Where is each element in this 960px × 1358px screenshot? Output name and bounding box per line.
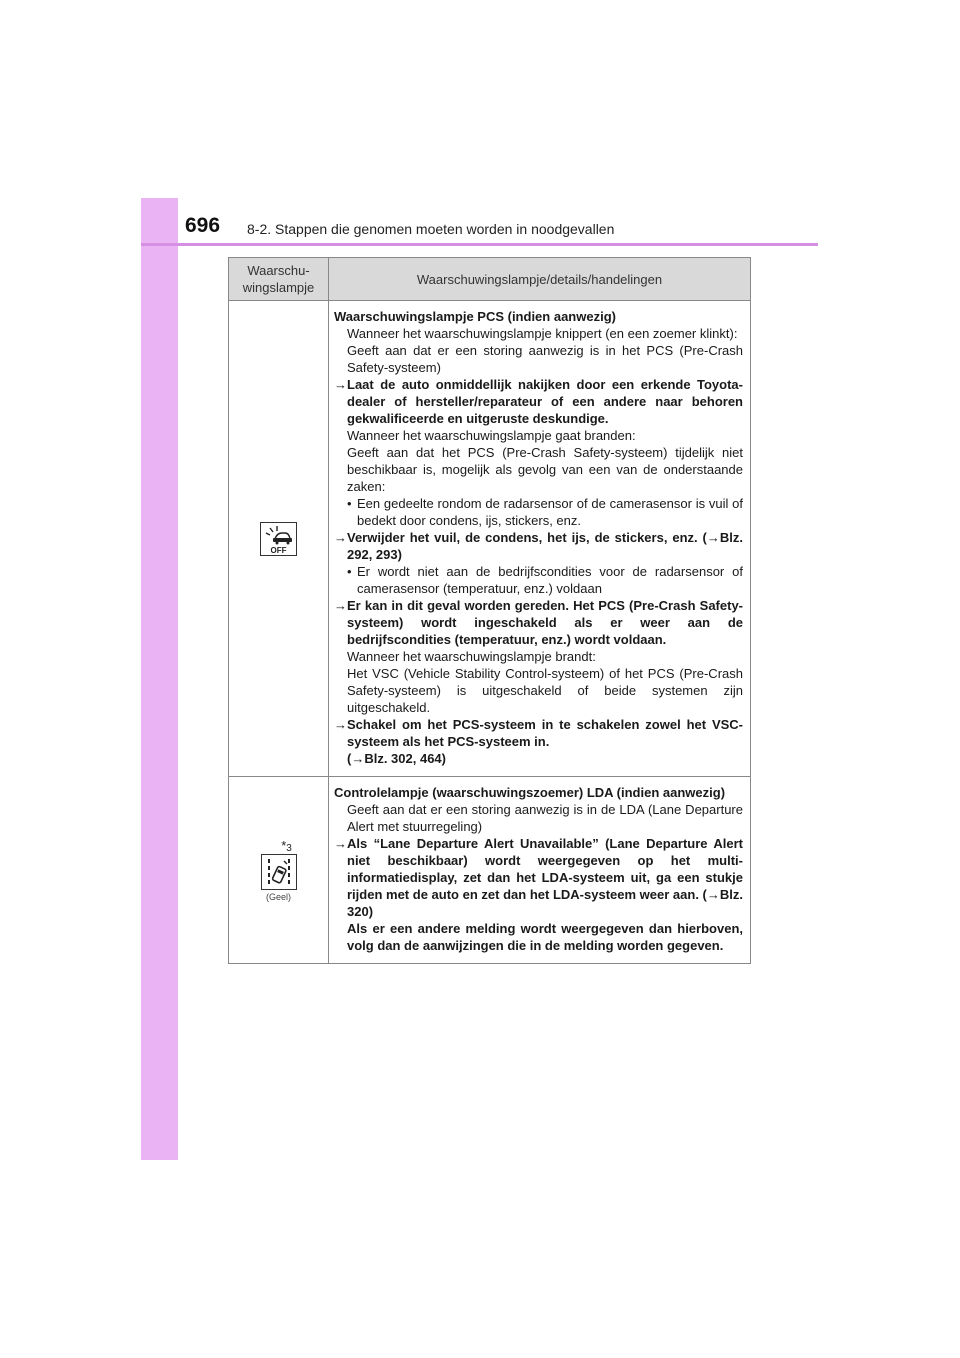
action-item-continued: Als er een andere melding wordt weergegeven dan hierboven, volg dan de aanwijzingen die in de melding worden gegeven. [347, 921, 743, 953]
pcs-icon-off-label: OFF [270, 545, 287, 555]
action-item: → Er kan in dit geval worden gereden. Het PCS (Pre-Crash Safety-systeem) wordt ingeschakeld als er weer aan de bedrijfscondities (temperatuur, enz.) wordt voldaan. [334, 598, 743, 647]
meaning-text: Geeft aan dat er een storing aanwezig is in het PCS (Pre-Crash Safety-systeem) [347, 343, 743, 375]
page-number: 696 [185, 214, 221, 237]
details-cell [329, 301, 751, 777]
meaning-text: Het VSC (Vehicle Stability Control-systeem) of het PCS (Pre-Crash Safety-systeem) is uitgeschakeld of beide systemen zijn uitgeschakeld. [347, 666, 743, 715]
section-title: 8-2. Stappen die genomen moeten worden in noodgevallen [247, 221, 615, 237]
arrow-icon: → [334, 377, 347, 392]
arrow-icon: → [334, 598, 347, 613]
pcs-off-warning-icon [260, 522, 297, 556]
action-item: → Verwijder het vuil, de condens, het ijs, de stickers, enz. (→Blz. 292, 293) [334, 530, 743, 562]
col-header-warning-light: Waarschu- wingslampje [229, 258, 329, 301]
arrow-icon: → [334, 717, 347, 732]
details-cell [329, 777, 751, 964]
table-row [229, 777, 751, 964]
meaning-text: Geeft aan dat het PCS (Pre-Crash Safety-systeem) tijdelijk niet beschikbaar is, mogelijk als gevolg van een van de onderstaande zaken: [347, 445, 743, 494]
col-header-details: Waarschuwingslampje/details/handelingen [329, 258, 751, 301]
color-note: (Geel) [265, 892, 291, 902]
bullet-item: • Een gedeelte rondom de radarsensor of de camerasensor is vuil of bedekt door condens, ijs, stickers, enz. [334, 495, 743, 529]
page-reference: (→Blz. 302, 464) [347, 751, 446, 766]
header-rule [141, 243, 818, 246]
table-header-row [229, 258, 751, 301]
condition-text: Wanneer het waarschuwingslampje knippert (en een zoemer klinkt): [347, 326, 738, 341]
side-tab-band [141, 198, 178, 1160]
arrow-icon: → [334, 836, 347, 851]
action-item: → Als “Lane Departure Alert Unavailable” (Lane Departure Alert niet beschikbaar) wordt weergegeven op het multi-informatiedisplay, zet dan het LDA-systeem uit, ga een stukje rijden met de auto en zet dan het LDA-systeem weer aan. (→Blz. 320) [334, 836, 743, 919]
icon-cell [229, 777, 329, 964]
action-item: → Schakel om het PCS-systeem in te schakelen zowel het VSC-systeem als het PCS-systeem in. (→Blz. 302, 464) [334, 717, 743, 766]
arrow-icon: → [334, 530, 347, 545]
warning-light-table [228, 257, 751, 964]
row-title: Controlelampje (waarschuwingszoemer) LDA (indien aanwezig) [334, 785, 726, 800]
footnote-mark: $*_3$ [281, 838, 292, 854]
condition-text: Wanneer het waarschuwingslampje gaat branden: [347, 428, 636, 443]
action-item: → Laat de auto onmiddellijk nakijken door een erkende Toyota-dealer of hersteller/reparateur of een andere naar behoren gekwalificeerde en uitgeruste deskundige. [334, 377, 743, 426]
condition-text: Wanneer het waarschuwingslampje brandt: [347, 649, 596, 664]
row-title: Waarschuwingslampje PCS (indien aanwezig) [334, 309, 616, 324]
meaning-text: Geeft aan dat er een storing aanwezig is in de LDA (Lane Departure Alert met stuurregeling) [347, 802, 743, 834]
bullet-item: • Er wordt niet aan de bedrijfscondities voor de radarsensor of camerasensor (temperatuur, enz.) voldaan [334, 563, 743, 597]
lda-indicator-icon [261, 854, 297, 890]
icon-cell [229, 301, 329, 777]
table-row [229, 301, 751, 777]
